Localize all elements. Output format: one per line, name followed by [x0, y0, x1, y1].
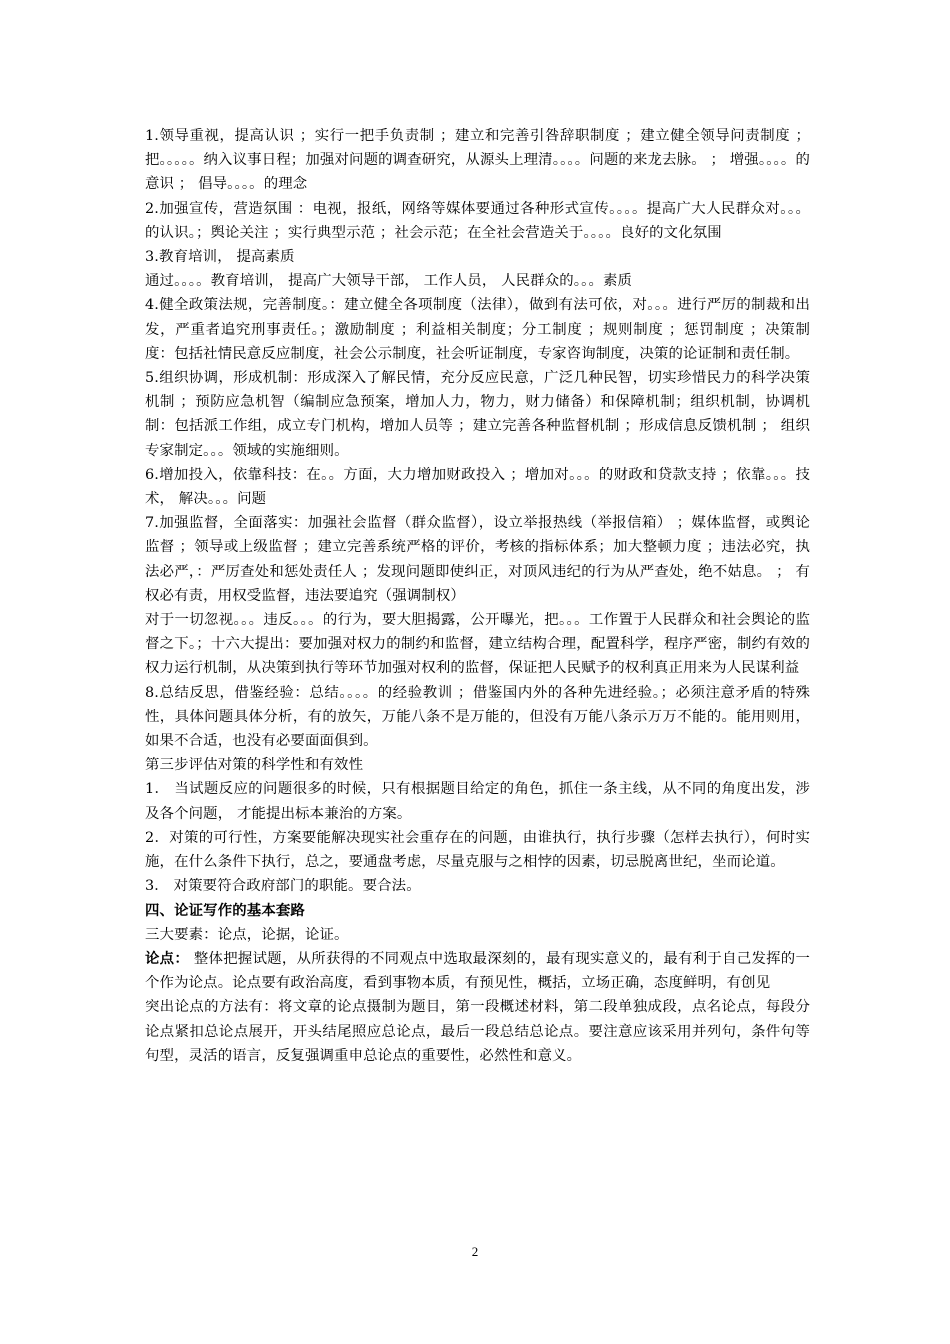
section-heading: 四、论证写作的基本套路 [145, 901, 305, 919]
paragraph-9: 对于一切忽视。。。违反。。。的行为，要大胆揭露，公开曝光，把。。。工作置于人民群众和社会舆论的监督之下。；十六大提出：要加强对权力的制约和监督，建立结构合理，配置科学，程序严密，制约有效的权力运行机制，从决策到执行等环节加强对权利的监督，保证把人民赋予的权利真正用来为人民谋利益 [145, 612, 810, 677]
document-body [145, 124, 810, 1068]
paragraph-12: 1． 当试题反应的问题很多的时候，只有根据题目给定的角色，抓住一条主线，从不同的角度出发，涉及各个问题， 才能提出标本兼治的方案。 [145, 781, 810, 822]
paragraph-13: 2．对策的可行性，方案要能解决现实社会重存在的问题，由谁执行，执行步骤（怎样去执行），何时实施，在什么条件下执行，总之，要通盘考虑，尽量克服与之相悖的因素，切忌脱离世纪，坐而论道。 [145, 829, 810, 871]
paragraph-6: 5.组织协调，形成机制：形成深入了解民情，充分反应民意，广泛几种民智，切实珍惜民力的科学决策机制 ；预防应急机智（编制应急预案，增加人力，物力，财力储备）和保障机制；组织机制，协调机制：包括派工作组，成立专门机构，增加人员等 ；建立完善各种监督机制 ；形成信息反馈机制 ； 组织专家制定。。。领域的实施细则。 [145, 370, 810, 459]
page-number: 2 [471, 1244, 479, 1259]
paragraph-14: 3． 对策要符合政府部门的职能。要合法。 [145, 878, 421, 895]
argument-text: 整体把握试题，从所获得的不同观点中选取最深刻的，最有现实意义的，最有利于自己发挥的一个作为论点。论点要有政治高度，看到事物本质，有预见性，概括，立场正确，态度鲜明，有创见 [145, 950, 811, 992]
paragraph-7: 6.增加投入，依靠科技：在。。方面，大力增加财政投入 ；增加对。。。的财政和贷款支持 ；依靠。。。技术， 解决。。。问题 [145, 466, 810, 508]
paragraph-4: 通过。。。。教育培训， 提高广大领导干部， 工作人员， 人民群众的。。。素质 [145, 273, 633, 290]
paragraph-8: 7.加强监督，全面落实：加强社会监督（群众监督），设立举报热线（举报信箱） ；媒体监督，或舆论监督 ；领导或上级监督 ；建立完善系统严格的评价，考核的指标体系；加大整顿力度 ；违法必究，执法必严，：严厉查处和惩处责任人 ；发现问题即使纠正，对顶风违纪的行为从严查处，绝不姑息。 ； 有权必有责，用权受监督，违法要追究（强调制权） [145, 515, 810, 604]
paragraph-3: 3.教育培训， 提高素质 [145, 249, 295, 266]
paragraph-5: 4.健全政策法规，完善制度。：建立健全各项制度（法律），做到有法可依，对。。。进行严厉的制裁和出发，严重者追究刑事责任。；激励制度 ；利益相关制度；分工制度 ；规则制度 ；惩罚制度 ；决策制度：包括社情民意反应制度，社会公示制度，社会听证制度，专家咨询制度，决策的论证制和责任制。 [145, 297, 810, 362]
paragraph-1: 1.领导重视，提高认识 ；实行一把手负责制 ；建立和完善引咎辞职制度 ；建立健全领导问责制度 ；把。。。。。纳入议事日程；加强对问题的调查研究，从源头上理清。。。。问题的来龙去脉。 ； 增强。。。。的意识 ； 倡导。。。。的理念 [145, 128, 810, 193]
paragraph-10: 8.总结反思，借鉴经验：总结。。。。的经验教训 ；借鉴国内外的各种先进经验。；必须注意矛盾的特殊性，具体问题具体分析，有的放矢，万能八条不是万能的，但没有万能八条示万万不能的。能用则用，如果不合适，也没有必要面面俱到。 [145, 684, 810, 750]
elements-line: 三大要素：论点，论据，论证。 [145, 926, 349, 943]
argument-paragraph [145, 947, 810, 995]
highlight-method-paragraph: 突出论点的方法有：将文章的论点摄制为题目，第一段概述材料，第二段单独成段，点名论点，每段分论点紧扣总论点展开，开头结尾照应总论点，最后一段总结总论点。要注意应该采用并列句，条件句等句型，灵活的语言，反复强调重申总论点的重要性，必然性和意义。 [145, 999, 810, 1064]
paragraph-11: 第三步评估对策的科学性和有效性 [145, 757, 364, 774]
argument-label: 论点： [145, 949, 190, 967]
paragraph-2: 2.加强宣传，营造氛围 ：电视，报纸，网络等媒体要通过各种形式宣传。。。。提高广大人民群众对。。。的认识。；舆论关注 ；实行典型示范 ；社会示范；在全社会营造关于。。。。良好的文化氛围 [145, 200, 810, 241]
